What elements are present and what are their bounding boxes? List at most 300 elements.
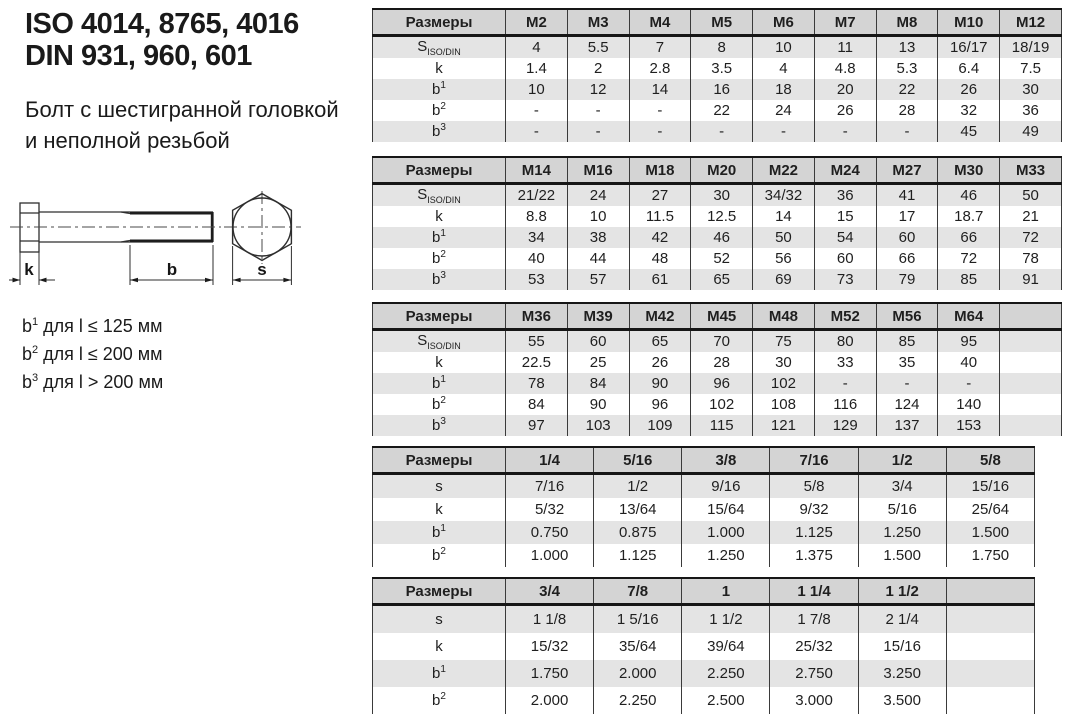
dimension-value-cell: 56 [753, 248, 815, 269]
row-label-symbol: b [432, 396, 441, 413]
size-column-header: M36 [506, 303, 568, 330]
metric-table-m2-m12 [372, 8, 1062, 142]
row-label-symbol: b [432, 665, 441, 682]
dimension-value-cell [1000, 394, 1062, 415]
note-b2-symbol: b [22, 344, 33, 364]
table-mount-metric-3 [372, 302, 1062, 436]
dimension-value-cell: 14 [629, 79, 691, 100]
dimension-value-cell: 52 [691, 248, 753, 269]
size-column-header: 1/2 [858, 447, 946, 474]
dimension-value-cell: 96 [629, 394, 691, 415]
dimension-value-cell: 16 [691, 79, 753, 100]
dimension-value-cell: 65 [691, 269, 753, 290]
metric-table-m36-m64 [372, 302, 1062, 436]
table-mount-metric-2 [372, 156, 1062, 290]
dimension-value-cell: 49 [1000, 121, 1062, 142]
dimension-value-cell: 21 [1000, 206, 1062, 227]
dimension-value-cell: 60 [876, 227, 938, 248]
size-column-header: M10 [938, 9, 1000, 36]
note-b3 [22, 368, 163, 396]
dimension-value-cell: 7/16 [506, 474, 594, 499]
dimension-value-cell: 10 [506, 79, 568, 100]
dimension-value-cell: 90 [629, 373, 691, 394]
row-label-superscript: 2 [440, 101, 446, 112]
size-column-header: M22 [753, 157, 815, 184]
row-label-superscript: 2 [440, 249, 446, 260]
dimension-value-cell: 3.5 [691, 58, 753, 79]
size-column-header: 1 1/2 [858, 578, 946, 605]
row-label-symbol: S [417, 38, 428, 55]
dimension-value-cell: 36 [1000, 100, 1062, 121]
dimension-value-cell: 15/64 [682, 498, 770, 521]
dimension-value-cell: 1.000 [506, 544, 594, 567]
dimension-value-cell: - [691, 121, 753, 142]
size-column-header: 7/16 [770, 447, 858, 474]
dimension-row-label [373, 121, 506, 142]
row-label-symbol: S [417, 186, 428, 203]
dimension-value-cell: 61 [629, 269, 691, 290]
dimension-row-label [373, 544, 506, 567]
dimension-value-cell: - [814, 121, 876, 142]
dimension-row [373, 474, 1035, 499]
dimension-value-cell: 84 [506, 394, 568, 415]
dimension-value-cell: 66 [876, 248, 938, 269]
dimension-value-cell: 3.500 [858, 687, 946, 714]
dimension-value-cell: 35/64 [594, 633, 682, 660]
size-column-header: 5/8 [946, 447, 1034, 474]
metric-table-m14-m33 [372, 156, 1062, 290]
dimension-row-label [373, 330, 506, 353]
dimension-row [373, 498, 1035, 521]
dimension-value-cell: 33 [814, 352, 876, 373]
dimension-value-cell: - [567, 121, 629, 142]
dimension-value-cell: - [506, 100, 568, 121]
centerlines [10, 191, 301, 264]
dimension-row [373, 521, 1035, 544]
standards-title [25, 8, 299, 72]
table-mount-metric-1 [372, 8, 1062, 142]
dimension-value-cell: 30 [1000, 79, 1062, 100]
dimension-value-cell: - [629, 121, 691, 142]
dimension-value-cell: 34 [506, 227, 568, 248]
dimension-lines [9, 245, 291, 285]
dimension-value-cell: 57 [567, 269, 629, 290]
dimension-value-cell: 18/19 [1000, 36, 1062, 59]
row-label-symbol: b [432, 123, 441, 140]
dimension-value-cell: 8 [691, 36, 753, 59]
dimension-value-cell: 1.750 [946, 544, 1034, 567]
dimension-value-cell: 55 [506, 330, 568, 353]
dimension-value-cell: 140 [938, 394, 1000, 415]
row-label-subscript: ISO/DIN [427, 341, 461, 351]
dimension-value-cell: 44 [567, 248, 629, 269]
dimension-value-cell: 116 [814, 394, 876, 415]
dimension-value-cell: 80 [814, 330, 876, 353]
dimension-value-cell: 85 [938, 269, 1000, 290]
dimension-value-cell: 78 [506, 373, 568, 394]
dimension-value-cell: - [567, 100, 629, 121]
dimension-value-cell: 22 [876, 79, 938, 100]
note-b3-sup: 3 [32, 372, 39, 384]
dimension-value-cell: - [938, 373, 1000, 394]
dimension-row [373, 687, 1035, 714]
dimension-value-cell: 46 [691, 227, 753, 248]
sizes-header-cell: Размеры [373, 303, 506, 330]
dimension-value-cell: 18 [753, 79, 815, 100]
dimension-value-cell: 96 [691, 373, 753, 394]
dimension-row [373, 544, 1035, 567]
dimension-value-cell [946, 605, 1034, 634]
row-label-symbol: b [432, 229, 441, 246]
dimension-row-label [373, 269, 506, 290]
dimension-value-cell [1000, 415, 1062, 436]
size-column-header: M20 [691, 157, 753, 184]
dimension-row-label [373, 521, 506, 544]
dimension-row [373, 415, 1062, 436]
dimension-value-cell: 1 5/16 [594, 605, 682, 634]
dimension-value-cell: 39/64 [682, 633, 770, 660]
dimension-value-cell [946, 660, 1034, 687]
row-label-symbol: b [432, 81, 441, 98]
dimension-value-cell: 1 7/8 [770, 605, 858, 634]
size-column-header: 1 [682, 578, 770, 605]
dimension-value-cell [946, 633, 1034, 660]
dimension-value-cell: 28 [876, 100, 938, 121]
dimension-value-cell: 13/64 [594, 498, 682, 521]
dimension-value-cell: 72 [1000, 227, 1062, 248]
dimension-value-cell: 10 [567, 206, 629, 227]
dimension-value-cell: 1/2 [594, 474, 682, 499]
dimension-value-cell: 20 [814, 79, 876, 100]
size-column-header: 3/4 [506, 578, 594, 605]
dimension-value-cell: 15 [814, 206, 876, 227]
dimension-value-cell: 0.750 [506, 521, 594, 544]
dimension-value-cell [1000, 330, 1062, 353]
dimension-row-label [373, 660, 506, 687]
dimension-row [373, 330, 1062, 353]
dimension-value-cell: 25/64 [946, 498, 1034, 521]
dimension-value-cell: 25 [567, 352, 629, 373]
row-label-superscript: 3 [440, 416, 446, 427]
dimension-value-cell: 8.8 [506, 206, 568, 227]
size-column-header: M18 [629, 157, 691, 184]
dimension-value-cell: 50 [753, 227, 815, 248]
note-b2-text: для l ≤ 200 мм [38, 344, 163, 364]
dimension-value-cell: 109 [629, 415, 691, 436]
dimension-value-cell: 41 [876, 184, 938, 207]
dimension-value-cell: 2.8 [629, 58, 691, 79]
dimension-value-cell: 60 [567, 330, 629, 353]
dimension-value-cell: 4 [506, 36, 568, 59]
dimension-value-cell: 72 [938, 248, 1000, 269]
dimension-value-cell: 124 [876, 394, 938, 415]
dimension-value-cell: 15/16 [946, 474, 1034, 499]
dimension-value-cell: 0.875 [594, 521, 682, 544]
row-label-symbol: b [432, 417, 441, 434]
description-line-2: и неполной резьбой [25, 128, 230, 153]
size-column-header: M33 [1000, 157, 1062, 184]
dimension-value-cell: 18.7 [938, 206, 1000, 227]
size-column-header: M4 [629, 9, 691, 36]
row-label-superscript: 2 [440, 395, 446, 406]
size-column-header: M5 [691, 9, 753, 36]
dimension-value-cell: 78 [1000, 248, 1062, 269]
dimension-row [373, 58, 1062, 79]
dimension-value-cell: 1 1/8 [506, 605, 594, 634]
size-column-header: M42 [629, 303, 691, 330]
size-column-header: M64 [938, 303, 1000, 330]
row-label-superscript: 2 [440, 691, 446, 702]
dimension-value-cell: 121 [753, 415, 815, 436]
dimension-value-cell: 1.125 [594, 544, 682, 567]
row-label-symbol: k [435, 354, 443, 371]
row-label-symbol: b [432, 692, 441, 709]
dimension-row-label [373, 352, 506, 373]
row-label-symbol: k [435, 208, 443, 225]
dimension-value-cell: 1.500 [858, 544, 946, 567]
size-column-header: M14 [506, 157, 568, 184]
dimension-value-cell: 2.000 [594, 660, 682, 687]
dimension-value-cell: - [876, 373, 938, 394]
dimension-row [373, 605, 1035, 634]
note-b1-symbol: b [22, 316, 33, 336]
size-column-header: M56 [876, 303, 938, 330]
size-column-header: M8 [876, 9, 938, 36]
size-column-header: M7 [814, 9, 876, 36]
dimension-value-cell: 30 [753, 352, 815, 373]
dimension-value-cell: - [814, 373, 876, 394]
dimension-row [373, 373, 1062, 394]
inch-table-3-4-to-1-1-2 [372, 577, 1035, 714]
dimension-value-cell: 102 [691, 394, 753, 415]
dimension-value-cell: 2.500 [682, 687, 770, 714]
dimension-row-label [373, 36, 506, 59]
dimension-value-cell: 1.250 [858, 521, 946, 544]
dimension-value-cell: 24 [567, 184, 629, 207]
dimension-row [373, 184, 1062, 207]
row-label-symbol: S [417, 332, 428, 349]
note-b1-text: для l ≤ 125 мм [38, 316, 163, 336]
row-label-subscript: ISO/DIN [427, 195, 461, 205]
note-b3-text: для l > 200 мм [38, 372, 164, 392]
dimension-value-cell: 1.500 [946, 521, 1034, 544]
thread-length-notes [22, 312, 163, 396]
dimension-value-cell: 12 [567, 79, 629, 100]
row-label-subscript: ISO/DIN [427, 47, 461, 57]
row-label-superscript: 3 [440, 122, 446, 133]
dimension-value-cell: 102 [753, 373, 815, 394]
size-column-header: M52 [814, 303, 876, 330]
dimension-row-label [373, 687, 506, 714]
dimension-value-cell: 21/22 [506, 184, 568, 207]
dimension-value-cell: 28 [691, 352, 753, 373]
row-label-symbol: b [432, 375, 441, 392]
dimension-value-cell: 15/16 [858, 633, 946, 660]
dimension-row-label [373, 227, 506, 248]
dimension-value-cell: 46 [938, 184, 1000, 207]
dimension-value-cell: 2.000 [506, 687, 594, 714]
dimension-row-label [373, 100, 506, 121]
dimension-value-cell: - [876, 121, 938, 142]
size-column-header: M12 [1000, 9, 1062, 36]
dimension-value-cell: 45 [938, 121, 1000, 142]
dimension-value-cell: 26 [814, 100, 876, 121]
table-mount-inch-2 [372, 577, 1035, 714]
row-label-symbol: b [432, 271, 441, 288]
size-column-header: M39 [567, 303, 629, 330]
dimension-value-cell: - [629, 100, 691, 121]
table-header-row [373, 447, 1035, 474]
inch-table-1-4-to-5-8 [372, 446, 1035, 567]
size-column-header: 5/16 [594, 447, 682, 474]
dimension-value-cell: 79 [876, 269, 938, 290]
dimension-value-cell: - [506, 121, 568, 142]
dimension-value-cell: 2.750 [770, 660, 858, 687]
dimension-row [373, 660, 1035, 687]
row-label-symbol: b [432, 524, 441, 541]
dimension-row-label [373, 474, 506, 499]
row-label-symbol: b [432, 547, 441, 564]
dimension-row-label [373, 498, 506, 521]
dimension-value-cell: 1.000 [682, 521, 770, 544]
dimension-row [373, 352, 1062, 373]
row-label-symbol: s [435, 478, 443, 495]
dimension-row [373, 227, 1062, 248]
dimension-value-cell: 14 [753, 206, 815, 227]
row-label-superscript: 1 [440, 523, 446, 534]
dimension-row [373, 633, 1035, 660]
dimension-value-cell: 91 [1000, 269, 1062, 290]
dimension-value-cell: 10 [753, 36, 815, 59]
dimension-value-cell [1000, 352, 1062, 373]
dimension-value-cell: 40 [938, 352, 1000, 373]
note-b1 [22, 312, 163, 340]
dimension-value-cell: 38 [567, 227, 629, 248]
dimension-value-cell: 4.8 [814, 58, 876, 79]
row-label-symbol: b [432, 250, 441, 267]
product-description [25, 94, 339, 156]
dimension-value-cell: 90 [567, 394, 629, 415]
dimension-value-cell: 4 [753, 58, 815, 79]
dimension-row [373, 248, 1062, 269]
bolt-drawing-svg [8, 190, 318, 305]
dimension-value-cell: 97 [506, 415, 568, 436]
dimension-value-cell: - [753, 121, 815, 142]
dimension-row-label [373, 248, 506, 269]
dimension-value-cell: 32 [938, 100, 1000, 121]
dimension-value-cell: 69 [753, 269, 815, 290]
dimension-value-cell: 16/17 [938, 36, 1000, 59]
dimension-value-cell: 34/32 [753, 184, 815, 207]
size-column-header: M3 [567, 9, 629, 36]
dimension-value-cell: 7 [629, 36, 691, 59]
dimension-row-label [373, 605, 506, 634]
dimension-value-cell: 84 [567, 373, 629, 394]
dimension-value-cell: 6.4 [938, 58, 1000, 79]
dimension-row [373, 269, 1062, 290]
note-b2-sup: 2 [32, 344, 39, 356]
row-label-symbol: k [435, 638, 443, 655]
table-header-row [373, 157, 1062, 184]
dimension-value-cell: 17 [876, 206, 938, 227]
table-header-row [373, 9, 1062, 36]
dimension-label-s: s [257, 260, 267, 279]
dimension-row [373, 79, 1062, 100]
dimension-value-cell: 3.250 [858, 660, 946, 687]
size-column-header: 1/4 [506, 447, 594, 474]
size-column-header: M2 [506, 9, 568, 36]
row-label-superscript: 1 [440, 374, 446, 385]
size-column-header: M30 [938, 157, 1000, 184]
size-column-header [946, 578, 1034, 605]
dimension-row [373, 121, 1062, 142]
dimension-value-cell: 36 [814, 184, 876, 207]
row-label-superscript: 2 [440, 546, 446, 557]
note-b2 [22, 340, 163, 368]
table-header-row [373, 303, 1062, 330]
note-b3-symbol: b [22, 372, 33, 392]
row-label-symbol: k [435, 60, 443, 77]
dimension-value-cell [946, 687, 1034, 714]
dimension-value-cell: 35 [876, 352, 938, 373]
dimension-label-k: k [24, 260, 34, 279]
dimension-value-cell: 13 [876, 36, 938, 59]
note-b1-sup: 1 [32, 316, 39, 328]
dimension-value-cell: 26 [938, 79, 1000, 100]
row-label-superscript: 3 [440, 270, 446, 281]
dimension-value-cell: 9/16 [682, 474, 770, 499]
dimension-value-cell: 5/8 [770, 474, 858, 499]
size-column-header: 7/8 [594, 578, 682, 605]
dimension-row [373, 36, 1062, 59]
size-column-header: M24 [814, 157, 876, 184]
dimension-row [373, 206, 1062, 227]
dimension-row-label [373, 184, 506, 207]
dimension-value-cell: 11.5 [629, 206, 691, 227]
sizes-header-cell: Размеры [373, 157, 506, 184]
dimension-value-cell: 26 [629, 352, 691, 373]
dimension-value-cell: 27 [629, 184, 691, 207]
dimension-row-label [373, 415, 506, 436]
dimension-value-cell: 60 [814, 248, 876, 269]
table-header-row [373, 578, 1035, 605]
dimension-value-cell: 7.5 [1000, 58, 1062, 79]
dimension-row [373, 100, 1062, 121]
bolt-technical-drawing [8, 190, 318, 310]
dimension-row-label [373, 206, 506, 227]
dimension-value-cell: 42 [629, 227, 691, 248]
dimension-row-label [373, 58, 506, 79]
size-column-header: 3/8 [682, 447, 770, 474]
dimension-value-cell: 75 [753, 330, 815, 353]
row-label-symbol: k [435, 501, 443, 518]
dimension-value-cell: 3/4 [858, 474, 946, 499]
dimension-value-cell: 25/32 [770, 633, 858, 660]
size-column-header: M16 [567, 157, 629, 184]
dimension-value-cell: 70 [691, 330, 753, 353]
sizes-header-cell: Размеры [373, 9, 506, 36]
dimension-value-cell: 137 [876, 415, 938, 436]
dimension-row-label [373, 79, 506, 100]
dimension-value-cell: 50 [1000, 184, 1062, 207]
dimension-value-cell: 65 [629, 330, 691, 353]
dimension-value-cell: 95 [938, 330, 1000, 353]
dimension-value-cell: 5/16 [858, 498, 946, 521]
dimension-value-cell: 1.4 [506, 58, 568, 79]
row-label-symbol: s [435, 611, 443, 628]
row-label-superscript: 1 [440, 228, 446, 239]
dimension-value-cell: 1 1/2 [682, 605, 770, 634]
